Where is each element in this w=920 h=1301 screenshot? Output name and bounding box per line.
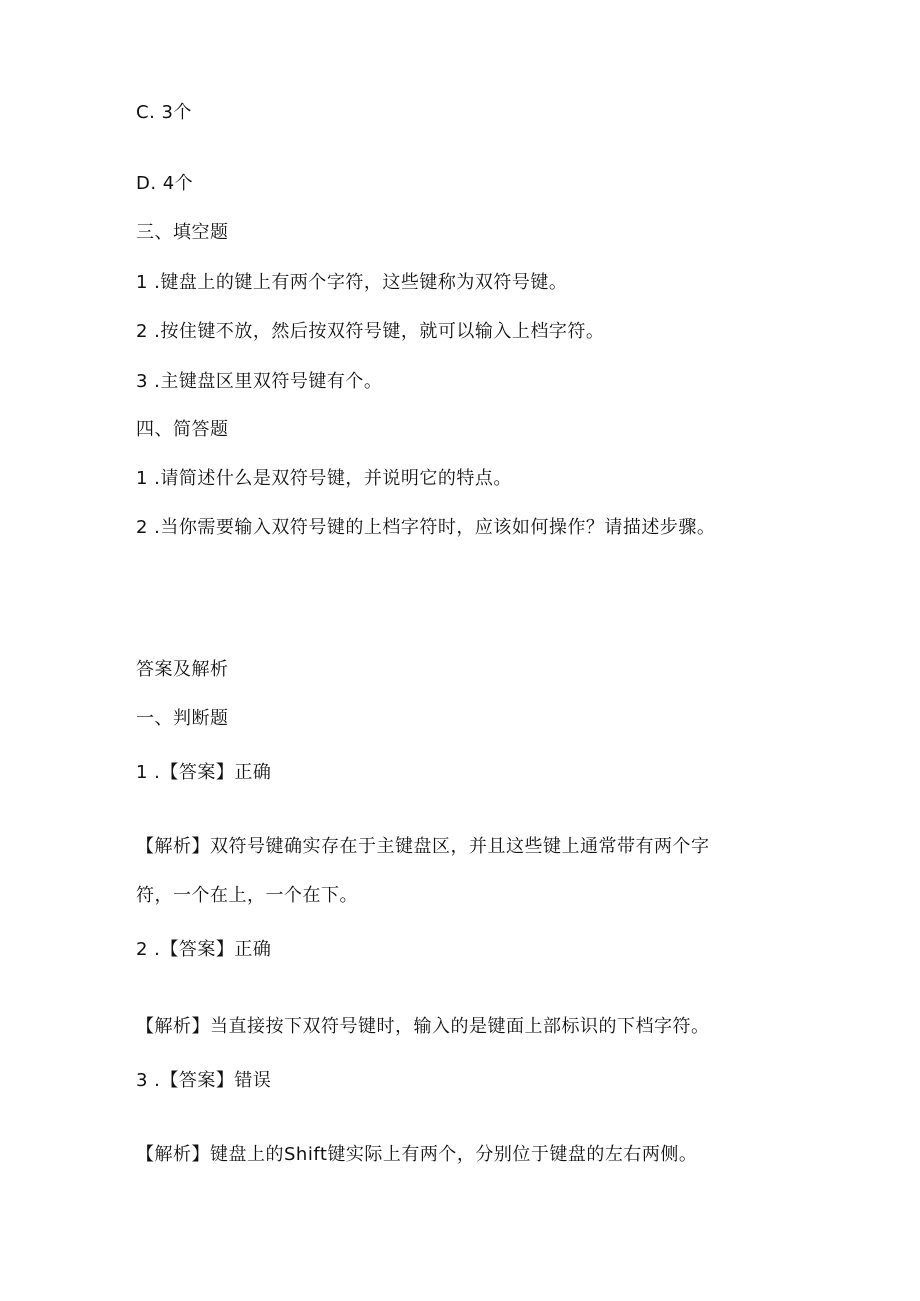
section-heading-short-answer: 四、简答题: [136, 419, 229, 440]
fill-in-question-1: 1 .键盘上的键上有两个字符，这些键称为双符号键。: [136, 272, 568, 293]
short-answer-question-1: 1 .请简述什么是双符号键，并说明它的特点。: [136, 468, 512, 489]
answer-1: 1 .【答案】正确: [136, 762, 272, 783]
section-heading-true-false: 一、判断题: [136, 708, 229, 729]
short-answer-question-2: 2 .当你需要输入双符号键的上档字符时，应该如何操作？请描述步骤。: [136, 517, 716, 538]
option-d: D. 4个: [136, 173, 194, 194]
fill-in-question-2: 2 .按住键不放，然后按双符号键，就可以输入上档字符。: [136, 321, 605, 342]
option-c: C. 3个: [136, 102, 192, 123]
fill-in-question-3: 3 .主键盘区里双符号键有个。: [136, 371, 383, 392]
explanation-1-line-1: 【解析】双符号键确实存在于主键盘区，并且这些键上通常带有两个字: [136, 836, 710, 857]
answers-heading: 答案及解析: [136, 659, 229, 680]
explanation-1-line-2: 符，一个在上，一个在下。: [136, 885, 358, 906]
explanation-3: 【解析】键盘上的Shift键实际上有两个，分别位于键盘的左右两侧。: [136, 1144, 698, 1165]
answer-2: 2 .【答案】正确: [136, 939, 272, 960]
explanation-2: 【解析】当直接按下双符号键时，输入的是键面上部标识的下档字符。: [136, 1016, 710, 1037]
answer-3: 3 .【答案】错误: [136, 1070, 272, 1091]
section-heading-fill-in: 三、填空题: [136, 222, 229, 243]
